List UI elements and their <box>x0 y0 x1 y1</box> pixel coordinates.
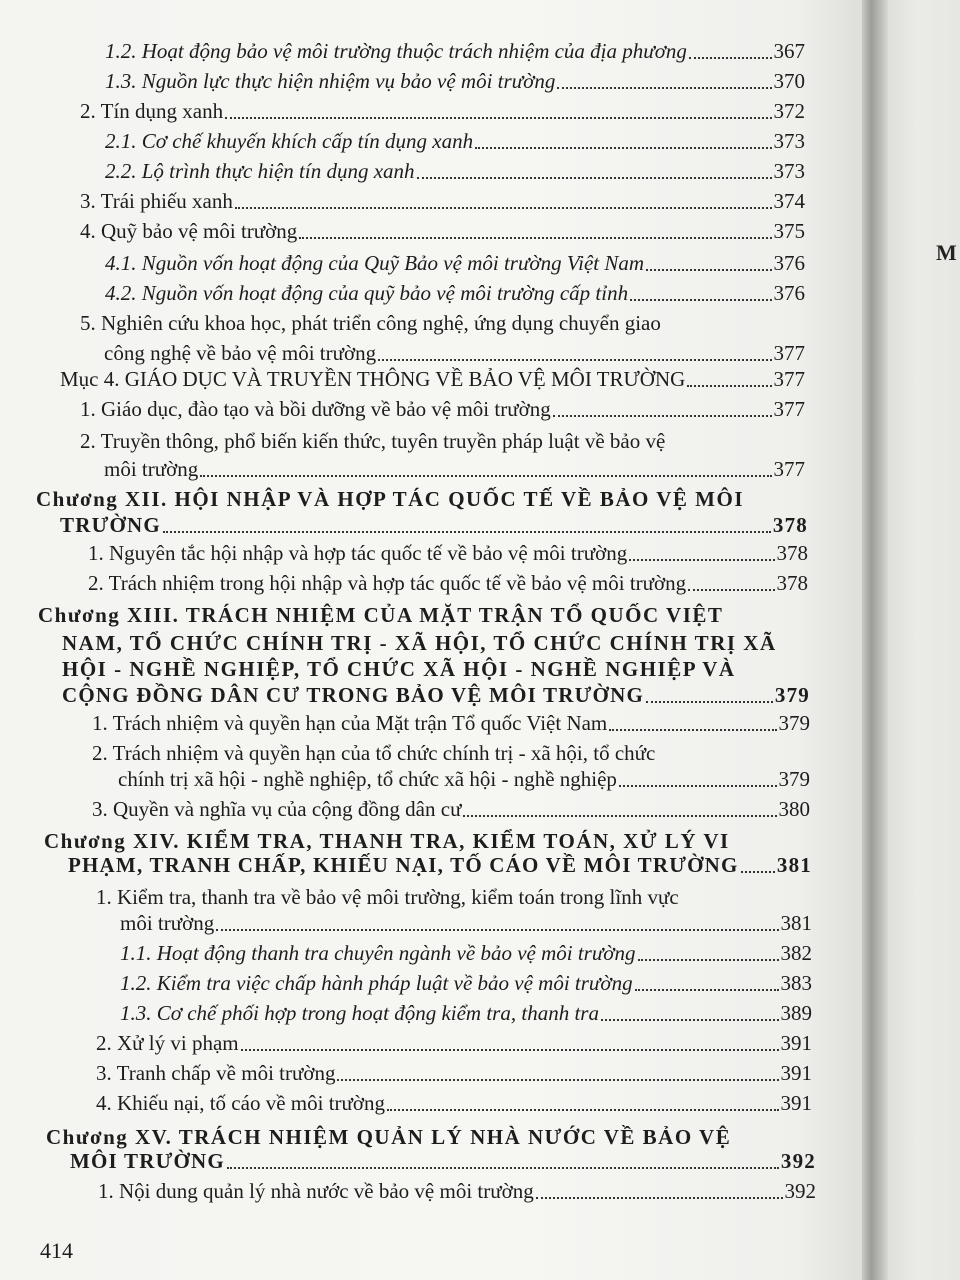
chapter-entry: PHẠM, TRANH CHẤP, KHIẾU NẠI, TỐ CÁO VỀ MÔI TRƯỜNG 381 <box>68 853 812 877</box>
toc-entry: 1.2. Hoạt động bảo vệ môi trường thuộc trách nhiệm của địa phương 367 <box>105 39 805 63</box>
chapter-title-line: Chương XII. HỘI NHẬP VÀ HỢP TÁC QUỐC TẾ VỀ BẢO VỆ MÔI <box>36 487 744 511</box>
facing-page-letter: M <box>936 240 957 265</box>
toc-entry: 1. Nguyên tắc hội nhập và hợp tác quốc tế về bảo vệ môi trường 378 <box>88 541 808 565</box>
toc-entry: môi trường 377 <box>104 457 805 481</box>
toc-entry: 1. Giáo dục, đào tạo và bồi dưỡng về bảo vệ môi trường 377 <box>80 397 805 421</box>
toc-entry: 4. Quỹ bảo vệ môi trường 375 <box>80 219 805 243</box>
toc-entry-line: 5. Nghiên cứu khoa học, phát triển công nghệ, ứng dụng chuyển giao <box>80 311 661 335</box>
toc-entry: 1. Trách nhiệm và quyền hạn của Mặt trận Tổ quốc Việt Nam 379 <box>92 711 810 735</box>
chapter-entry: MÔI TRƯỜNG 392 <box>70 1149 816 1173</box>
toc-entry: 1.2. Kiểm tra việc chấp hành pháp luật về bảo vệ môi trường 383 <box>120 971 812 995</box>
toc-entry: 1.3. Nguồn lực thực hiện nhiệm vụ bảo vệ môi trường 370 <box>105 69 805 93</box>
chapter-title-line: Chương XIII. TRÁCH NHIỆM CỦA MẶT TRẬN TỔ QUỐC VIỆT <box>38 603 724 627</box>
toc-section: Mục 4. GIÁO DỤC VÀ TRUYỀN THÔNG VỀ BẢO VỆ MÔI TRƯỜNG 377 <box>60 367 805 391</box>
book-gutter <box>862 0 888 1280</box>
toc-entry-line: 1. Kiểm tra, thanh tra về bảo vệ môi trường, kiểm toán trong lĩnh vực <box>96 885 679 909</box>
toc-entry: chính trị xã hội - nghề nghiệp, tổ chức xã hội - nghề nghiệp 379 <box>118 767 810 791</box>
toc-entry: 1.3. Cơ chế phối hợp trong hoạt động kiểm tra, thanh tra 389 <box>120 1001 812 1025</box>
toc-entry-line: 2. Trách nhiệm và quyền hạn của tổ chức chính trị - xã hội, tổ chức <box>92 741 656 765</box>
chapter-title-line: HỘI - NGHỀ NGHIỆP, TỔ CHỨC XÃ HỘI - NGHỀ NGHIỆP VÀ <box>62 657 736 681</box>
chapter-title-line: Chương XIV. KIỂM TRA, THANH TRA, KIỂM TOÁN, XỬ LÝ VI <box>44 829 730 853</box>
toc-entry: 2.1. Cơ chế khuyến khích cấp tín dụng xanh 373 <box>105 129 805 153</box>
page-number: 414 <box>40 1238 73 1263</box>
toc-entry: 2. Trách nhiệm trong hội nhập và hợp tác quốc tế về bảo vệ môi trường 378 <box>88 571 808 595</box>
toc-entry: 1. Nội dung quản lý nhà nước về bảo vệ môi trường 392 <box>98 1179 816 1203</box>
toc-entry: 4.2. Nguồn vốn hoạt động của quỹ bảo vệ môi trường cấp tỉnh 376 <box>105 281 805 305</box>
toc-entry: 2.2. Lộ trình thực hiện tín dụng xanh 373 <box>105 159 805 183</box>
toc-entry: 3. Tranh chấp về môi trường 391 <box>96 1061 812 1085</box>
toc-entry: 2. Xử lý vi phạm 391 <box>96 1031 812 1055</box>
toc-entry: 4. Khiếu nại, tố cáo về môi trường 391 <box>96 1091 812 1115</box>
toc-entry: 3. Quyền và nghĩa vụ của cộng đồng dân cư 380 <box>92 797 810 821</box>
chapter-title-line: Chương XV. TRÁCH NHIỆM QUẢN LÝ NHÀ NƯỚC VỀ BẢO VỆ <box>46 1125 732 1149</box>
chapter-title-line: NAM, TỔ CHỨC CHÍNH TRỊ - XÃ HỘI, TỔ CHỨC CHÍNH TRỊ XÃ <box>62 631 777 655</box>
toc-entry: 1.1. Hoạt động thanh tra chuyên ngành về bảo vệ môi trường 382 <box>120 941 812 965</box>
toc-entry: 3. Trái phiếu xanh 374 <box>80 189 805 213</box>
facing-page <box>888 0 960 1280</box>
toc-entry: môi trường 381 <box>120 911 812 935</box>
toc-entry: công nghệ về bảo vệ môi trường 377 <box>104 341 805 365</box>
toc-entry-line: 2. Truyền thông, phổ biến kiến thức, tuyên truyền pháp luật về bảo vệ <box>80 429 666 453</box>
chapter-entry: CỘNG ĐỒNG DÂN CƯ TRONG BẢO VỆ MÔI TRƯỜNG 379 <box>62 683 810 707</box>
chapter-entry: TRƯỜNG 378 <box>60 513 808 537</box>
toc-entry: 2. Tín dụng xanh 372 <box>80 99 805 123</box>
toc-entry: 4.1. Nguồn vốn hoạt động của Quỹ Bảo vệ môi trường Việt Nam 376 <box>105 251 805 275</box>
